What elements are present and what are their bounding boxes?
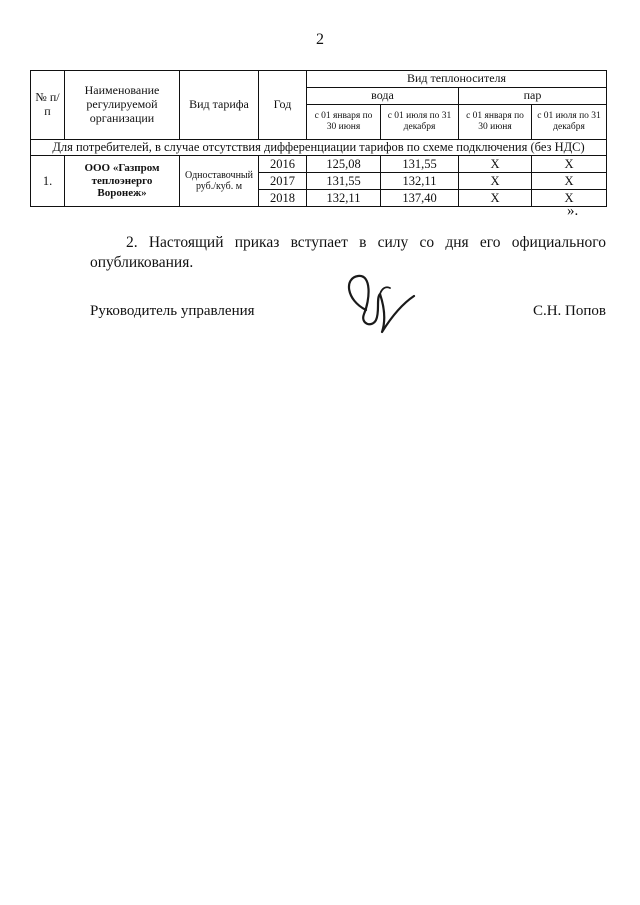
header-steam-second-half: с 01 июля по 31 декабря xyxy=(532,105,607,140)
water-first-half-value: 131,55 xyxy=(307,173,381,190)
tariff-table xyxy=(30,70,607,207)
header-water: вода xyxy=(307,88,459,105)
header-water-first-half: с 01 января по 30 июня xyxy=(307,105,381,140)
header-year: Год xyxy=(259,71,307,140)
year-cell: 2017 xyxy=(259,173,307,190)
water-first-half-value: 125,08 xyxy=(307,156,381,173)
signer-name: С.Н. Попов xyxy=(532,303,606,319)
entry-number: 1. xyxy=(31,156,65,207)
tariff-type: Одноставочный руб./куб. м xyxy=(180,156,259,207)
consumer-note-row: Для потребителей, в случае отсутствия дифференциации тарифов по схеме подключения (без НДС) xyxy=(31,140,607,156)
steam-second-half-value: X xyxy=(532,173,607,190)
water-second-half-value: 132,11 xyxy=(381,173,459,190)
steam-second-half-value: X xyxy=(532,190,607,207)
header-heat-carrier: Вид теплоносителя xyxy=(307,71,607,88)
organization-name: ООО «Газпром теплоэнерго Воронеж» xyxy=(65,156,180,207)
clause-2-text: 2. Настоящий приказ вступает в силу со дня его официального опубликования. xyxy=(90,234,606,271)
steam-first-half-value: X xyxy=(459,156,532,173)
year-cell: 2018 xyxy=(259,190,307,207)
steam-first-half-value: X xyxy=(459,190,532,207)
header-number: № п/п xyxy=(31,71,65,140)
signer-title: Руководитель управления xyxy=(90,303,255,319)
water-second-half-value: 137,40 xyxy=(381,190,459,207)
signature-mark xyxy=(336,270,418,342)
header-steam: пар xyxy=(459,88,607,105)
table-row xyxy=(31,156,607,173)
year-cell: 2016 xyxy=(259,156,307,173)
header-organization: Наименование регулируемой организации xyxy=(65,71,180,140)
closing-quote: ». xyxy=(567,203,579,219)
water-first-half-value: 132,11 xyxy=(307,190,381,207)
clause-paragraph xyxy=(90,233,606,273)
header-tariff-type: Вид тарифа xyxy=(180,71,259,140)
header-steam-first-half: с 01 января по 30 июня xyxy=(459,105,532,140)
steam-first-half-value: X xyxy=(459,173,532,190)
page-number: 2 xyxy=(316,31,324,48)
steam-second-half-value: X xyxy=(532,156,607,173)
header-water-second-half: с 01 июля по 31 декабря xyxy=(381,105,459,140)
water-second-half-value: 131,55 xyxy=(381,156,459,173)
